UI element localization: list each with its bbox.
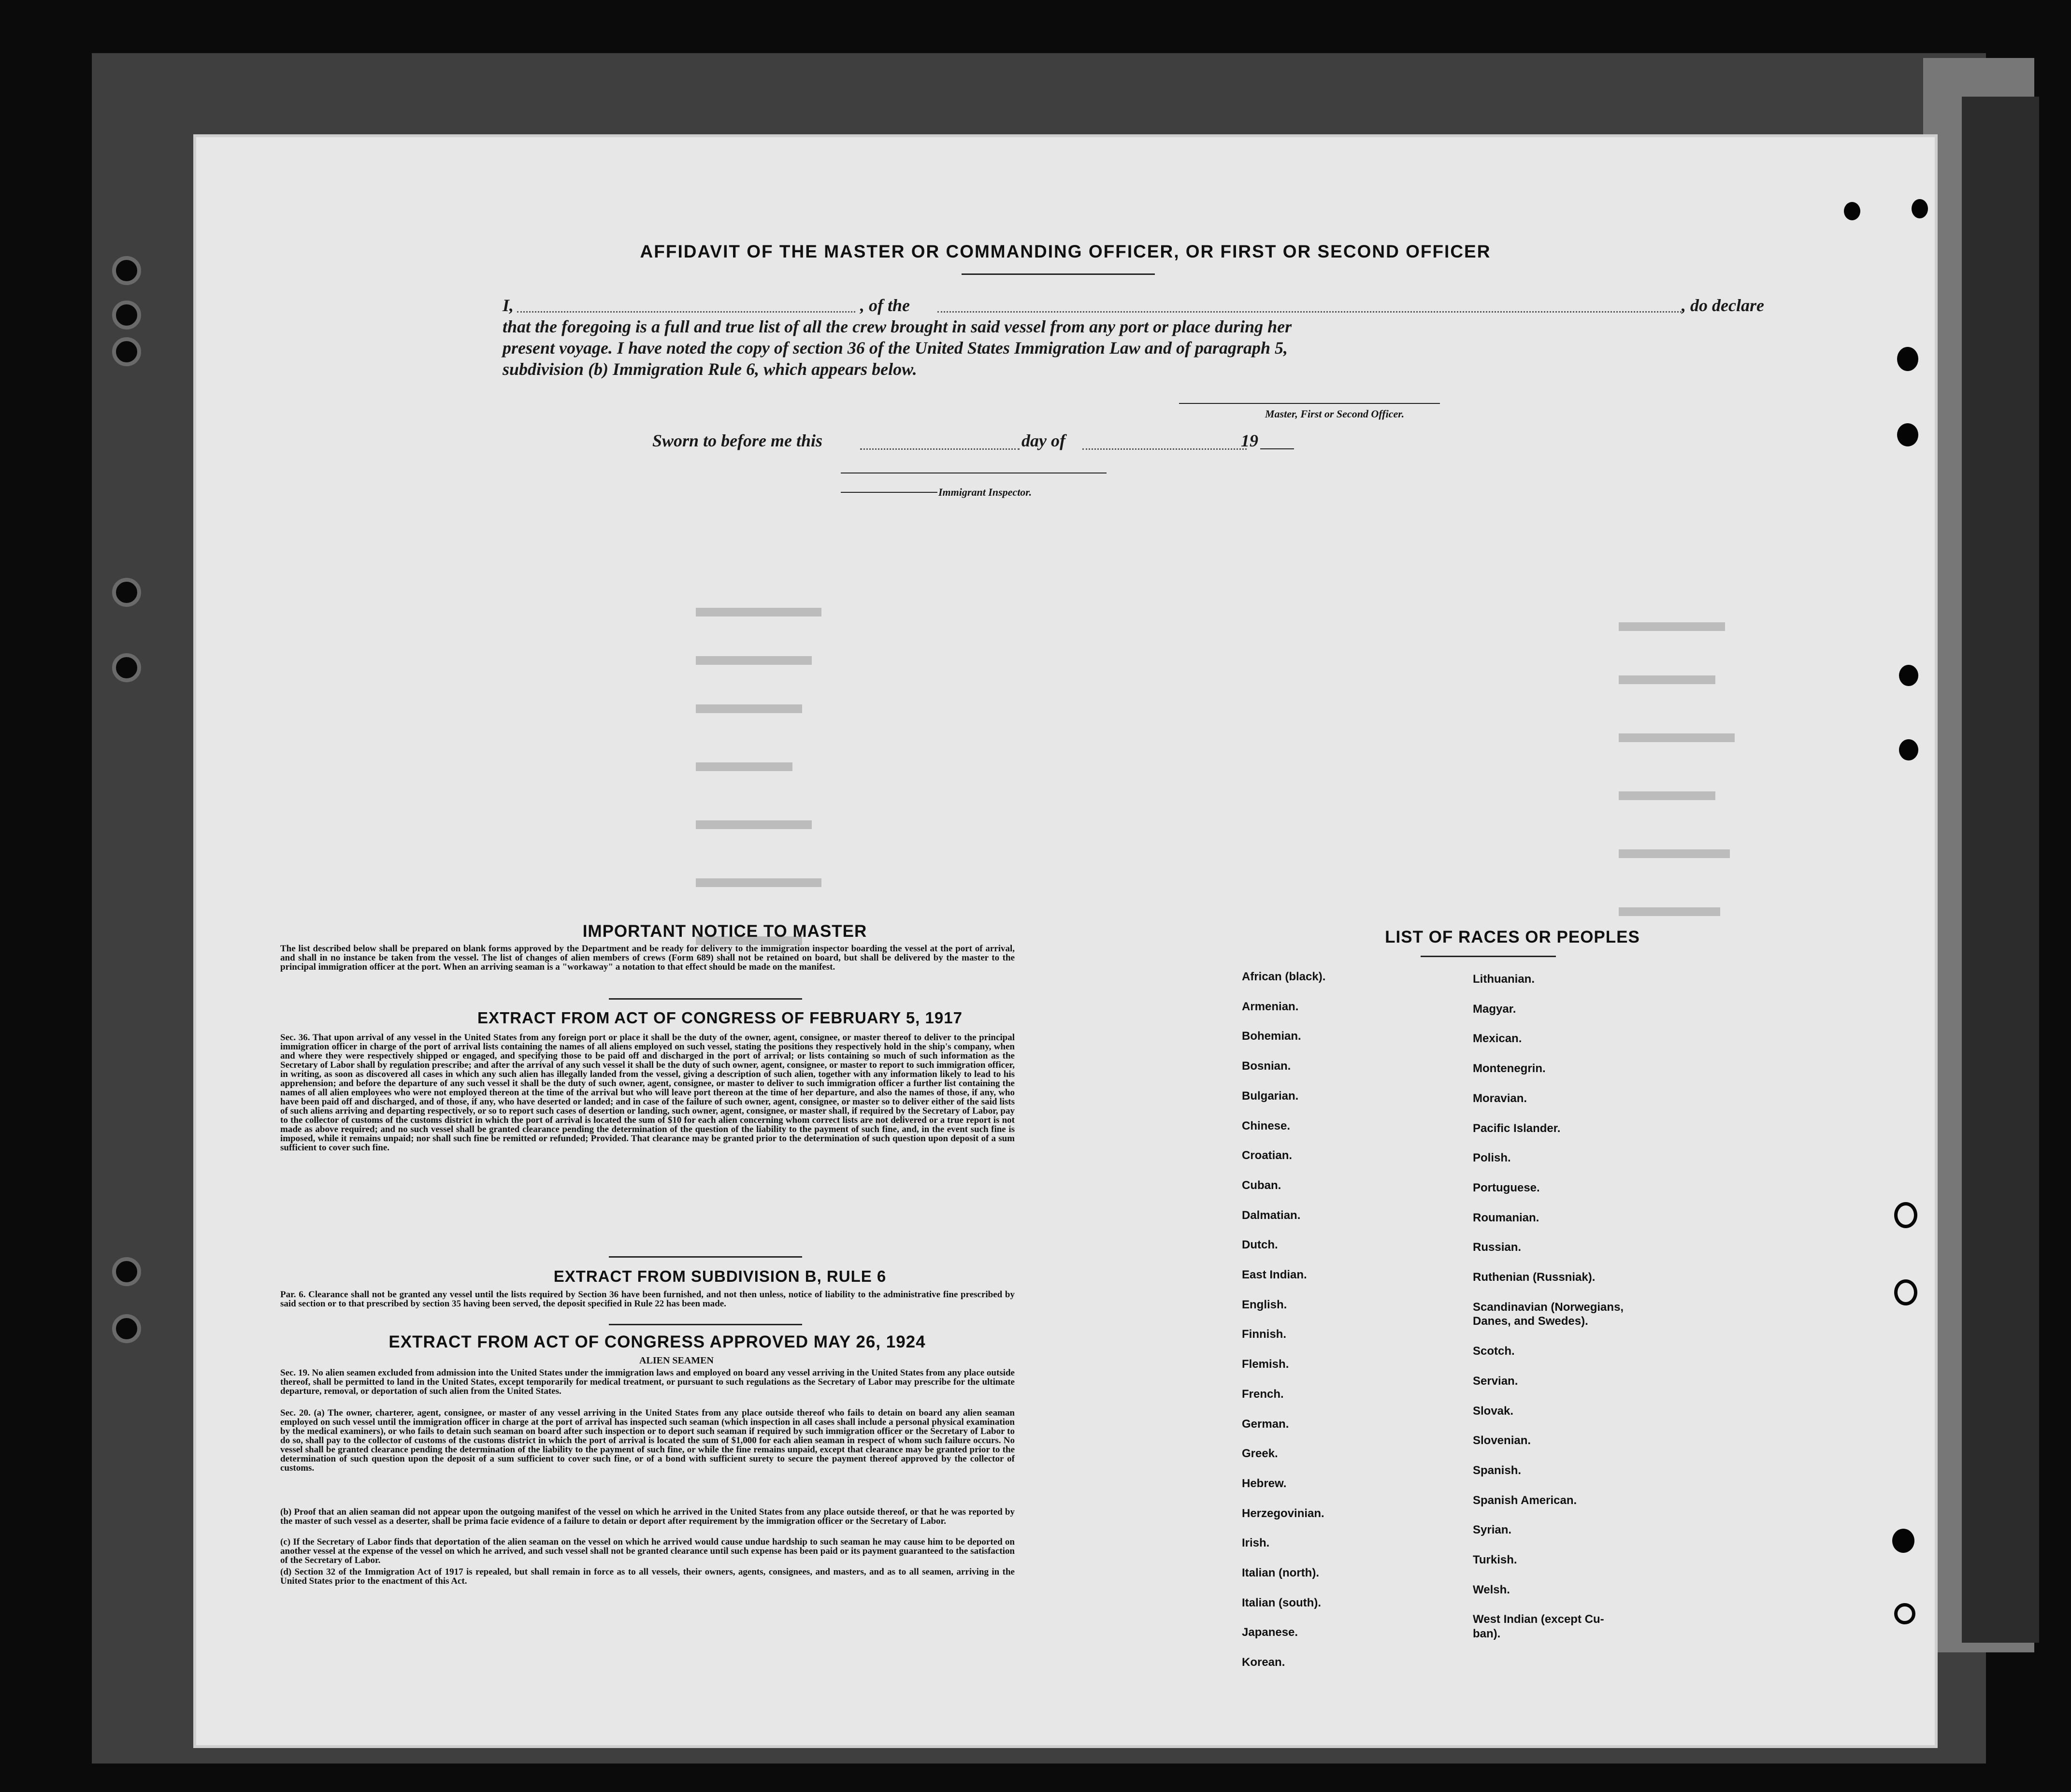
- bleed-through-text: [696, 820, 812, 829]
- race-list-item: Welsh.: [1473, 1583, 1510, 1596]
- race-list-item: Scandinavian (Norwegians,: [1473, 1301, 1624, 1314]
- punch-hole: [1897, 423, 1918, 446]
- bleed-through-text: [1619, 849, 1730, 858]
- name-blank[interactable]: [517, 311, 855, 313]
- race-list-item: English.: [1242, 1298, 1287, 1311]
- race-list-item: Roumanian.: [1473, 1211, 1539, 1224]
- underlying-sheet-shadow: [1962, 97, 2039, 1643]
- declaration-i: I,: [503, 296, 514, 315]
- vessel-blank[interactable]: [937, 311, 1682, 313]
- extract-rule6-divider: [609, 1324, 802, 1325]
- race-list-item: Bohemian.: [1242, 1030, 1301, 1043]
- race-list-item: Dalmatian.: [1242, 1209, 1301, 1222]
- punch-hole-ring: [1894, 1279, 1917, 1305]
- extract-1917-divider: [609, 1256, 802, 1258]
- race-list-item: German.: [1242, 1418, 1289, 1431]
- race-list-item: Flemish.: [1242, 1358, 1289, 1371]
- binder-hole: [112, 653, 141, 682]
- race-list-item: Cuban.: [1242, 1179, 1281, 1192]
- race-list-item: Moravian.: [1473, 1092, 1527, 1105]
- declaration-body-1: that the foregoing is a full and true list of all the crew brought in said vessel from any port or place during her: [503, 317, 1292, 336]
- race-list-item: Russian.: [1473, 1241, 1522, 1254]
- signature-line[interactable]: [1179, 403, 1440, 404]
- binder-hole: [112, 578, 141, 607]
- extract-1924-title: EXTRACT FROM ACT OF CONGRESS APPROVED MAY 26, 1924: [388, 1333, 926, 1351]
- punch-hole: [1892, 1529, 1914, 1553]
- binder-hole: [112, 301, 141, 330]
- race-list-item: French.: [1242, 1388, 1284, 1401]
- bleed-through-text: [1619, 907, 1720, 916]
- races-underline: [1421, 956, 1556, 957]
- race-list-item: Italian (south).: [1242, 1596, 1321, 1609]
- race-list-item: Chinese.: [1242, 1119, 1291, 1133]
- punch-hole: [1912, 199, 1928, 218]
- punch-hole-ring: [1894, 1603, 1915, 1624]
- sworn-prefix: Sworn to before me this: [652, 431, 823, 450]
- race-list-item: Lithuanian.: [1473, 973, 1535, 986]
- race-list-item: Finnish.: [1242, 1328, 1286, 1341]
- bleed-through-text: [696, 608, 821, 616]
- race-list-item: Polish.: [1473, 1151, 1511, 1164]
- extract-1924-sec19: Sec. 19. No alien seamen excluded from admission into the United States under the immigration laws and employed on board any vessel arriving in the United States from any place outside thereof, shall be permitted to land in the United States, except temporarily for medical treatment, or pursuant to such regulations as the Secretary of Labor may prescribe for the ultimate departure, removal, or deportation of such alien from the United States.: [280, 1368, 1015, 1396]
- punch-hole: [1899, 739, 1918, 760]
- race-list-item: Danes, and Swedes).: [1473, 1315, 1588, 1328]
- race-list-item: Italian (north).: [1242, 1566, 1319, 1579]
- extract-1917-text: Sec. 36. That upon arrival of any vessel in the United States from any foreign port or place it shall be the duty of the owner, agent, consignee, or master thereof to deliver to the principal immigration officer in charge of the port of arrival lists containing the names of all aliens employed on such vessel, stating the positions they respectively hold in the ship's company, when and where they were respectively shipped or engaged, and specifying those to be paid off and discharged in the port of arrival; or lists containing so much of such information as the Secretary of Labor shall by regulation prescribe; and after the arrival of any such vessel it shall be the duty of such owner, agent, consignee, or master to report to such immigration officer, in writing, as soon as discovered all cases in which any such alien has illegally landed from the vessel, giving a description of such alien, together with any information likely to lead to his apprehension; and before the departure of any such vessel it shall be the duty of such owner, agent, consignee, or master to deliver to such immigration officer a further list containing the names of all alien employees who were not employed thereon at the time of the arrival but who will leave port thereon at the time of her departure, and also the names of those, if any, who have been paid off and discharged, and of those, if any, who have deserted or landed; and in case of the failure of such owner, agent, consignee, or master so to deliver either of the said lists of such aliens arriving and departing respectively, or so to report such cases of desertion or landing, such owner, agent, consignee, or master shall, if required by the Secretary of Labor, pay to the collector of customs of the customs district in which the port of arrival is located the sum of $10 for each alien concerning whom correct lists are not delivered or a true report is not made as above required; and no such vessel shall be granted clearance pending the determination of the question of the liability to the payment of such fine, and, in the event such fine is imposed, while it remains unpaid; nor shall such fine be remitted or refunded; Provided. That clearance may be granted prior to the determination of such question upon deposit of a sum sufficient to cover such fine.: [280, 1032, 1015, 1153]
- declaration-body-3: subdivision (b) Immigration Rule 6, which appears below.: [503, 359, 917, 379]
- race-list-item: Irish.: [1242, 1536, 1270, 1549]
- extract-1924-sec20d: (d) Section 32 of the Immigration Act of 1917 is repealed, but shall remain in force as to all vessels, their owners, agents, consignees, and masters, and as to all seamen, arriving in the United States prior to the enactment of this Act.: [280, 1567, 1015, 1586]
- bleed-through-text: [696, 878, 821, 887]
- race-list-item: Hebrew.: [1242, 1477, 1287, 1490]
- declaration-body-2: present voyage. I have noted the copy of section 36 of the United States Immigration Law and of paragraph 5,: [503, 338, 1288, 358]
- race-list-item: Dutch.: [1242, 1238, 1278, 1251]
- extract-1924-subtitle: ALIEN SEAMEN: [639, 1355, 714, 1366]
- race-list-item: Japanese.: [1242, 1626, 1298, 1639]
- declaration-do-declare: , do declare: [1682, 296, 1764, 315]
- notice-title: IMPORTANT NOTICE TO MASTER: [582, 922, 867, 941]
- punch-hole-ring: [1894, 1202, 1917, 1228]
- bleed-through-text: [1619, 622, 1725, 631]
- affidavit-title: AFFIDAVIT OF THE MASTER OR COMMANDING OFFICER, OR FIRST OR SECOND OFFICER: [640, 242, 1491, 261]
- binder-hole: [112, 256, 141, 285]
- race-list-item: African (black).: [1242, 970, 1326, 983]
- race-list-item: Bosnian.: [1242, 1060, 1291, 1073]
- extract-1924-sec20b: (b) Proof that an alien seaman did not appear upon the outgoing manifest of the vessel on which he arrived in the United States from any place outside thereof, or that he was reported by the master of such vessel as a deserter, shall be prima facie evidence of a failure to detain or deport after requirement by the immigration officer or the Secretary of Labor.: [280, 1507, 1015, 1526]
- race-list-item: Syrian.: [1473, 1523, 1512, 1536]
- notice-text: The list described below shall be prepared on blank forms approved by the Department and be ready for delivery to the immigration inspector boarding the vessel at the port of arrival, and shall in no instance be taken from the vessel. The list of changes of alien members of crews (Form 689) shall not be retained on board, but shall be delivered by the master to the principal immigration officer at the port. When an arriving seaman is a "workaway" a notation to that effect should be made on the manifest.: [280, 944, 1015, 972]
- race-list-item: Croatian.: [1242, 1149, 1293, 1162]
- race-list-item: Bulgarian.: [1242, 1090, 1299, 1103]
- bleed-through-text: [696, 762, 792, 771]
- sworn-day-of: day of: [1021, 431, 1065, 450]
- races-title: LIST OF RACES OR PEOPLES: [1385, 928, 1640, 946]
- extract-rule6-text: Par. 6. Clearance shall not be granted any vessel until the lists required by Section 36 have been furnished, and not then unless, notice of liability to the administrative fine prescribed by said section or to that prescribed by section 35 having been served, the deposit specified in Rule 22 has been made.: [280, 1290, 1015, 1309]
- race-list-item: Spanish.: [1473, 1464, 1522, 1477]
- race-list-item: East Indian.: [1242, 1268, 1307, 1281]
- bleed-through-text: [1619, 733, 1735, 742]
- binder-hole: [112, 1257, 141, 1286]
- race-list-item: Armenian.: [1242, 1000, 1299, 1013]
- punch-hole: [1899, 665, 1918, 686]
- bleed-through-text: [696, 656, 812, 665]
- race-list-item: Servian.: [1473, 1375, 1518, 1388]
- race-list-item: Magyar.: [1473, 1003, 1516, 1016]
- race-list-item: Korean.: [1242, 1656, 1285, 1669]
- binder-hole: [112, 337, 141, 366]
- punch-hole: [1844, 202, 1860, 220]
- bleed-through-text: [1619, 675, 1715, 684]
- race-list-item: Slovenian.: [1473, 1434, 1531, 1447]
- sworn-year: 19: [1241, 431, 1258, 450]
- notice-divider: [609, 998, 802, 1000]
- race-list-item: Turkish.: [1473, 1553, 1517, 1566]
- race-list-item: Portuguese.: [1473, 1181, 1540, 1194]
- binder-hole: [112, 1314, 141, 1343]
- title-underline: [962, 273, 1155, 275]
- race-list-item: ban).: [1473, 1627, 1501, 1640]
- race-list-item: Pacific Islander.: [1473, 1122, 1561, 1135]
- race-list-item: Montenegrin.: [1473, 1062, 1546, 1075]
- race-list-item: Spanish American.: [1473, 1494, 1577, 1507]
- sworn-day-blank[interactable]: [860, 448, 1020, 450]
- inspector-short-line: [841, 492, 937, 493]
- race-list-item: Slovak.: [1473, 1405, 1514, 1418]
- extract-1924-sec20c: (c) If the Secretary of Labor finds that deportation of the alien seaman on the vessel on which he arrived would cause undue hardship to such seaman he may cause him to be deported on another vessel at the expense of the vessel on which he arrived, and such vessel shall not be granted clearance until such expense has been paid or its payment guaranteed to the satisfaction of the Secretary of Labor.: [280, 1537, 1015, 1565]
- declaration-of-the: , of the: [860, 296, 910, 315]
- sworn-month-blank[interactable]: [1082, 448, 1247, 450]
- inspector-label: Immigrant Inspector.: [938, 486, 1032, 498]
- sworn-year-blank[interactable]: [1260, 448, 1294, 449]
- race-list-item: Scotch.: [1473, 1345, 1515, 1358]
- extract-1924-sec20a: Sec. 20. (a) The owner, charterer, agent, consignee, or master of any vessel arriving in the United States from any place outside thereof who fails to detain on board any alien seaman employed on such vessel until the immigration officer in charge at the port of arrival has inspected such seaman (which inspection in all cases shall include a personal physical examination by the medical examiners), or who fails to detain such seaman on board after such inspection or to deport such seaman if required by such immigration officer or the Secretary of Labor to do so, shall pay to the collector of customs of the customs district in which the port of arrival is located the sum of $1,000 for each alien seaman in respect of whom such failure occurs. No vessel shall be granted clearance pending the determination of the liability to the payment of such fine, or while the fine remains unpaid, except that clearance may be granted prior to the determination of such question upon the deposit of a sum sufficient to cover such fine, or of a bond with sufficient surety to secure the payment thereof approved by the collector of customs.: [280, 1408, 1015, 1473]
- bleed-through-text: [696, 704, 802, 713]
- form-page: [193, 134, 1938, 1748]
- extract-rule6-title: EXTRACT FROM SUBDIVISION B, RULE 6: [553, 1267, 887, 1285]
- race-list-item: Herzegovinian.: [1242, 1507, 1324, 1520]
- race-list-item: West Indian (except Cu-: [1473, 1613, 1604, 1626]
- bleed-through-text: [1619, 791, 1715, 800]
- race-list-item: Greek.: [1242, 1447, 1278, 1460]
- extract-1917-title: EXTRACT FROM ACT OF CONGRESS OF FEBRUARY 5, 1917: [477, 1009, 963, 1027]
- race-list-item: Ruthenian (Russniak).: [1473, 1271, 1596, 1284]
- race-list-item: Mexican.: [1473, 1032, 1522, 1045]
- signature-label: Master, First or Second Officer.: [1265, 408, 1405, 420]
- punch-hole: [1897, 347, 1918, 371]
